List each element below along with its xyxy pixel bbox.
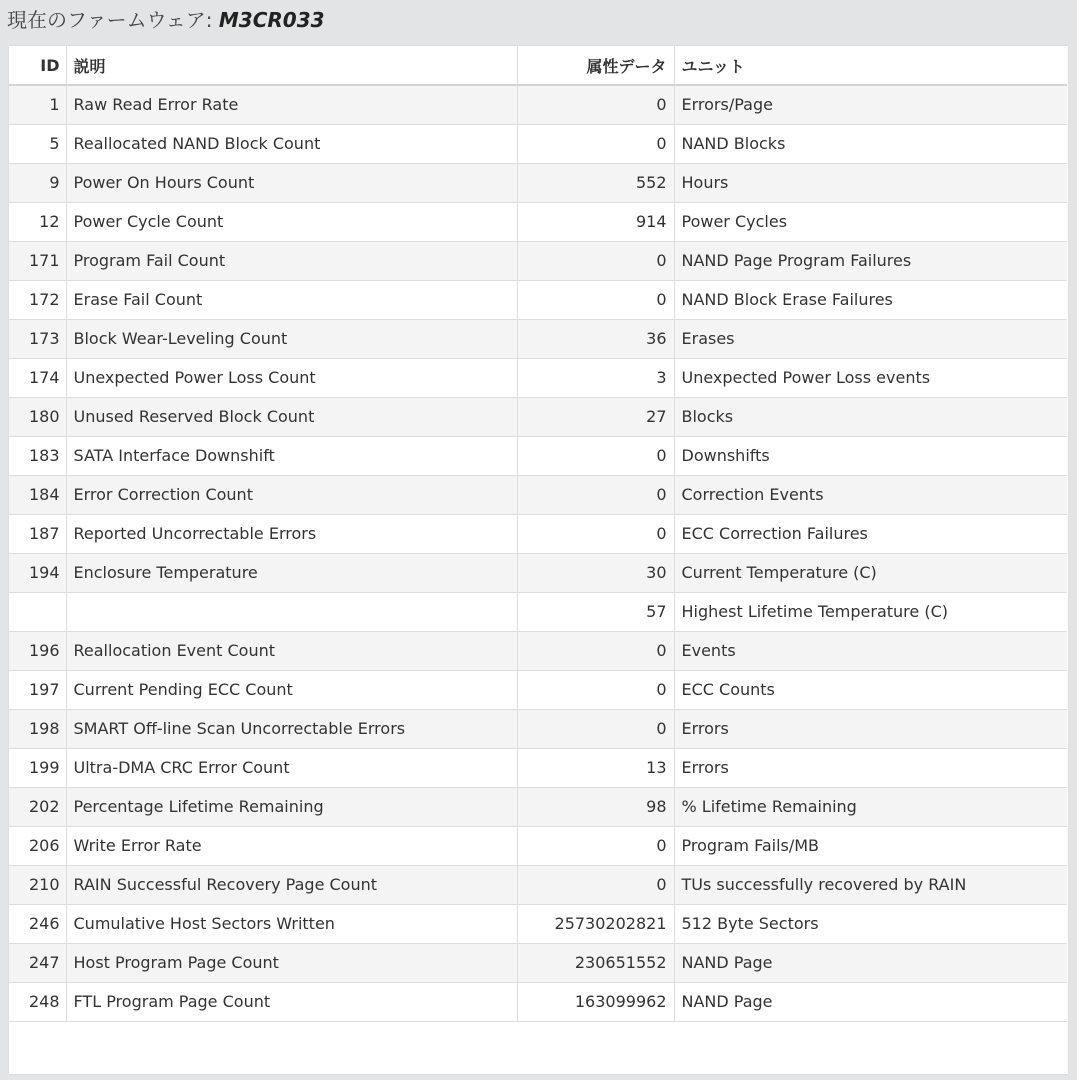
cell-id: 198 [9, 709, 66, 748]
table-row [9, 436, 1067, 475]
table-row [9, 85, 1067, 124]
cell-id: 197 [9, 670, 66, 709]
cell-unit: Unexpected Power Loss events [674, 358, 1067, 397]
cell-value: 0 [517, 514, 674, 553]
cell-value: 0 [517, 241, 674, 280]
cell-value: 0 [517, 865, 674, 904]
cell-id: 184 [9, 475, 66, 514]
firmware-label: 現在のファームウェア: [7, 8, 219, 32]
cell-unit: Hours [674, 163, 1067, 202]
table-row [9, 319, 1067, 358]
cell-value: 0 [517, 475, 674, 514]
cell-unit: ECC Counts [674, 670, 1067, 709]
cell-description: SMART Off-line Scan Uncorrectable Errors [66, 709, 517, 748]
cell-id: 9 [9, 163, 66, 202]
column-header-value: 属性データ [517, 46, 674, 85]
cell-description: Percentage Lifetime Remaining [66, 787, 517, 826]
cell-description: Cumulative Host Sectors Written [66, 904, 517, 943]
cell-unit: % Lifetime Remaining [674, 787, 1067, 826]
table-row [9, 904, 1067, 943]
table-row [9, 865, 1067, 904]
cell-description: Reallocation Event Count [66, 631, 517, 670]
cell-id: 187 [9, 514, 66, 553]
cell-description: Current Pending ECC Count [66, 670, 517, 709]
cell-value: 552 [517, 163, 674, 202]
cell-unit: Power Cycles [674, 202, 1067, 241]
cell-value: 914 [517, 202, 674, 241]
firmware-version: M3CR033 [218, 8, 325, 32]
cell-unit: Errors/Page [674, 85, 1067, 124]
cell-id: 173 [9, 319, 66, 358]
cell-value: 27 [517, 397, 674, 436]
cell-id: 246 [9, 904, 66, 943]
smart-attributes-table [9, 46, 1067, 1022]
cell-id: 180 [9, 397, 66, 436]
cell-value: 0 [517, 280, 674, 319]
cell-description: Error Correction Count [66, 475, 517, 514]
column-header-description: 説明 [66, 46, 517, 85]
cell-value: 0 [517, 709, 674, 748]
cell-id: 172 [9, 280, 66, 319]
cell-value: 13 [517, 748, 674, 787]
cell-id: 174 [9, 358, 66, 397]
cell-description: Raw Read Error Rate [66, 85, 517, 124]
cell-description: Power Cycle Count [66, 202, 517, 241]
cell-id: 206 [9, 826, 66, 865]
table-row [9, 280, 1067, 319]
cell-id: 1 [9, 85, 66, 124]
cell-unit: Correction Events [674, 475, 1067, 514]
table-row [9, 397, 1067, 436]
cell-id [9, 592, 66, 631]
cell-description: Program Fail Count [66, 241, 517, 280]
cell-unit: NAND Block Erase Failures [674, 280, 1067, 319]
cell-description: Block Wear-Leveling Count [66, 319, 517, 358]
table-row [9, 787, 1067, 826]
smart-attributes-panel [9, 46, 1068, 1074]
cell-description: Reallocated NAND Block Count [66, 124, 517, 163]
cell-unit: Erases [674, 319, 1067, 358]
table-row [9, 475, 1067, 514]
cell-value: 230651552 [517, 943, 674, 982]
cell-value: 0 [517, 670, 674, 709]
cell-value: 0 [517, 631, 674, 670]
cell-unit: 512 Byte Sectors [674, 904, 1067, 943]
column-header-id: ID [9, 46, 66, 85]
cell-description: RAIN Successful Recovery Page Count [66, 865, 517, 904]
cell-id: 199 [9, 748, 66, 787]
table-row [9, 202, 1067, 241]
cell-description: Host Program Page Count [66, 943, 517, 982]
cell-description [66, 592, 517, 631]
cell-id: 196 [9, 631, 66, 670]
table-row [9, 358, 1067, 397]
cell-value: 25730202821 [517, 904, 674, 943]
table-row [9, 514, 1067, 553]
cell-description: Power On Hours Count [66, 163, 517, 202]
cell-description: FTL Program Page Count [66, 982, 517, 1021]
cell-unit: NAND Blocks [674, 124, 1067, 163]
cell-value: 36 [517, 319, 674, 358]
table-row [9, 943, 1067, 982]
table-row [9, 124, 1067, 163]
cell-description: Erase Fail Count [66, 280, 517, 319]
cell-id: 5 [9, 124, 66, 163]
table-header-row [9, 46, 1067, 85]
cell-id: 12 [9, 202, 66, 241]
cell-unit: Highest Lifetime Temperature (C) [674, 592, 1067, 631]
cell-value: 0 [517, 124, 674, 163]
cell-value: 163099962 [517, 982, 674, 1021]
column-header-unit: ユニット [674, 46, 1067, 85]
cell-id: 202 [9, 787, 66, 826]
table-row [9, 982, 1067, 1021]
cell-description: Reported Uncorrectable Errors [66, 514, 517, 553]
cell-value: 30 [517, 553, 674, 592]
table-row [9, 553, 1067, 592]
cell-unit: Errors [674, 748, 1067, 787]
cell-value: 98 [517, 787, 674, 826]
cell-description: Unused Reserved Block Count [66, 397, 517, 436]
table-row [9, 709, 1067, 748]
cell-unit: Errors [674, 709, 1067, 748]
cell-unit: ECC Correction Failures [674, 514, 1067, 553]
cell-id: 194 [9, 553, 66, 592]
cell-value: 0 [517, 85, 674, 124]
cell-description: Ultra-DMA CRC Error Count [66, 748, 517, 787]
cell-description: SATA Interface Downshift [66, 436, 517, 475]
cell-unit: Events [674, 631, 1067, 670]
cell-unit: TUs successfully recovered by RAIN [674, 865, 1067, 904]
cell-value: 57 [517, 592, 674, 631]
cell-value: 0 [517, 436, 674, 475]
table-row [9, 670, 1067, 709]
table-row [9, 826, 1067, 865]
table-row [9, 631, 1067, 670]
cell-description: Write Error Rate [66, 826, 517, 865]
cell-id: 248 [9, 982, 66, 1021]
cell-unit: Blocks [674, 397, 1067, 436]
cell-unit: NAND Page [674, 943, 1067, 982]
cell-id: 171 [9, 241, 66, 280]
firmware-header [7, 5, 325, 35]
cell-unit: NAND Page Program Failures [674, 241, 1067, 280]
cell-unit: NAND Page [674, 982, 1067, 1021]
table-row [9, 748, 1067, 787]
cell-description: Unexpected Power Loss Count [66, 358, 517, 397]
cell-description: Enclosure Temperature [66, 553, 517, 592]
table-row [9, 592, 1067, 631]
cell-unit: Current Temperature (C) [674, 553, 1067, 592]
cell-unit: Downshifts [674, 436, 1067, 475]
table-body [9, 85, 1067, 1021]
table-row [9, 241, 1067, 280]
cell-value: 3 [517, 358, 674, 397]
cell-id: 183 [9, 436, 66, 475]
cell-id: 210 [9, 865, 66, 904]
table-row [9, 163, 1067, 202]
cell-unit: Program Fails/MB [674, 826, 1067, 865]
cell-id: 247 [9, 943, 66, 982]
cell-value: 0 [517, 826, 674, 865]
